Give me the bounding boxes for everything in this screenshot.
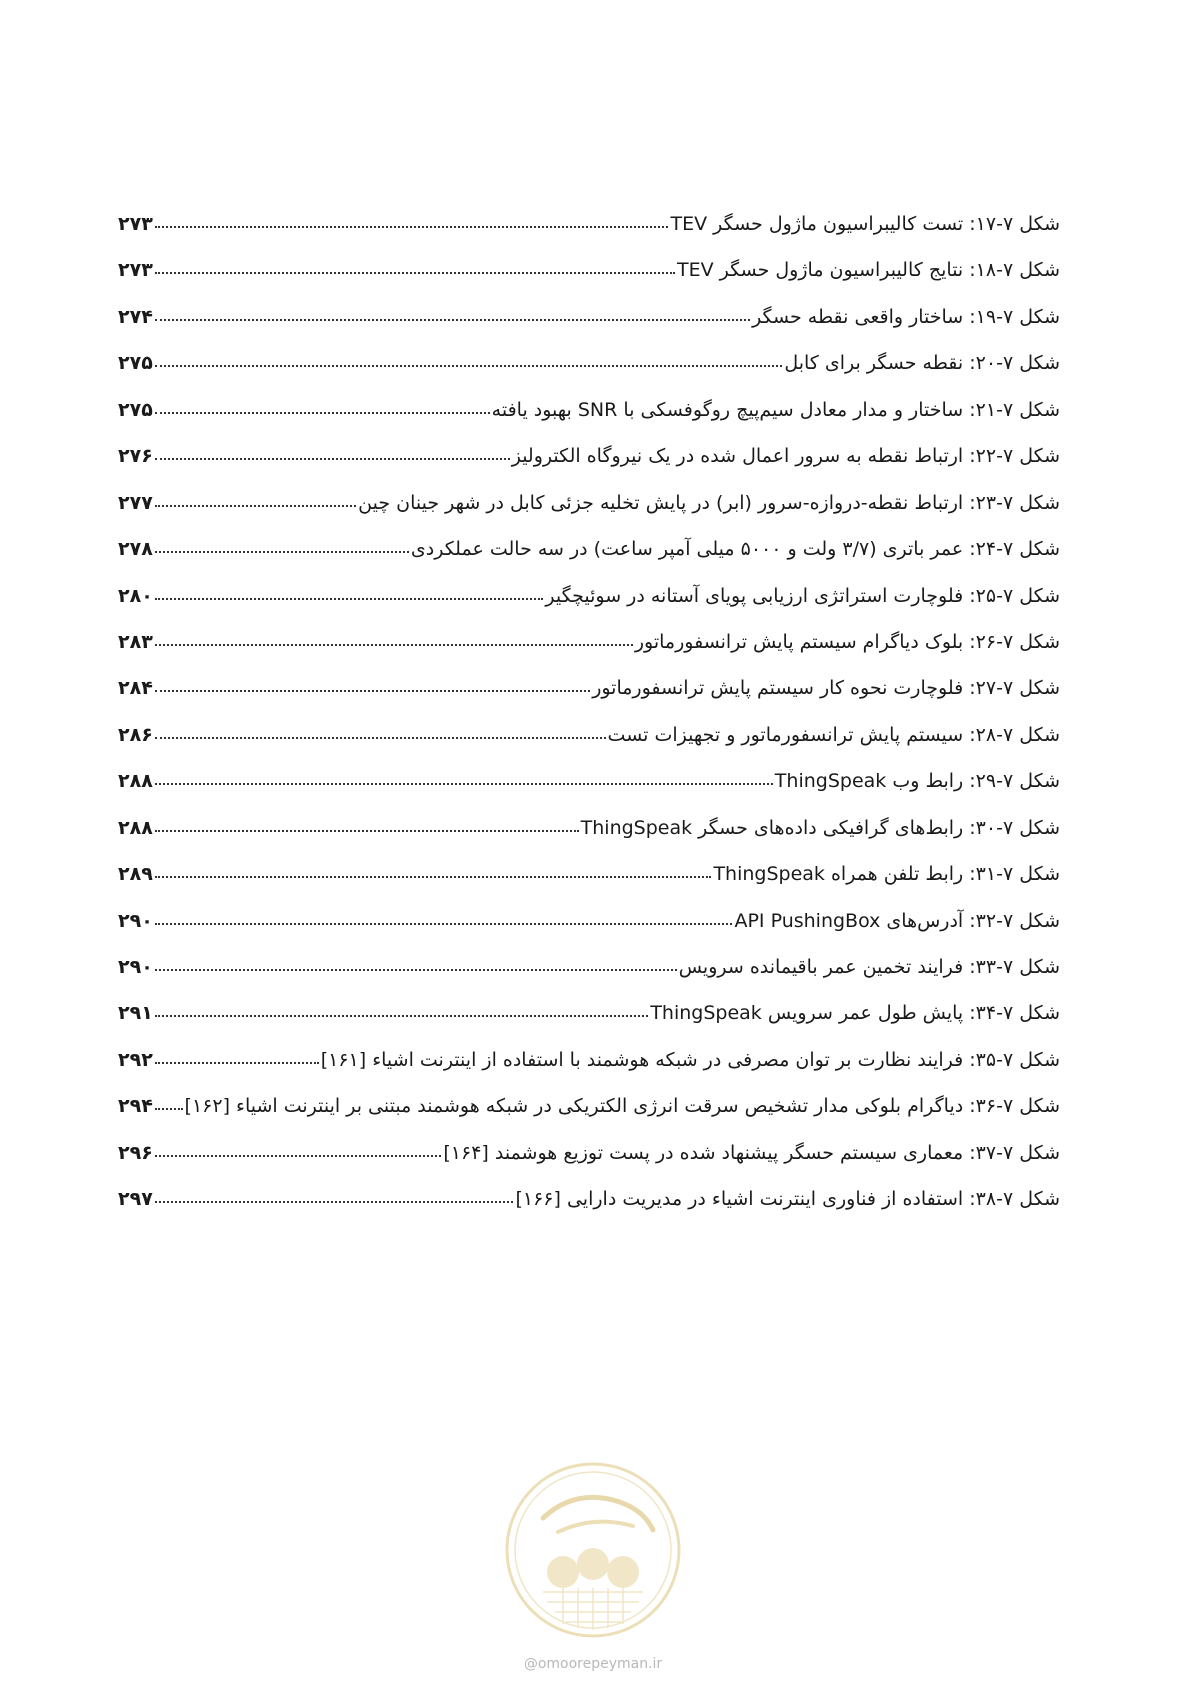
dot-leader [155, 491, 356, 507]
toc-entry-page-number: ۲۷۶ [118, 445, 153, 468]
toc-entry-label: شکل ۷-۲۴: عمر باتری (۳/۷ ولت و ۵۰۰۰ میلی آمپر ساعت) در سه حالت عملکردی [410, 538, 1060, 561]
toc-entry-page-number: ۲۹۷ [118, 1188, 153, 1211]
toc-entry-label: شکل ۷-۲۳: ارتباط نقطه-دروازه-سرور (ابر) در پایش تخلیه جزئی کابل در شهر جینان چین [358, 491, 1060, 514]
dot-leader [155, 630, 633, 646]
toc-entry-page-number: ۲۹۰ [118, 909, 153, 932]
dot-leader [155, 1187, 514, 1203]
toc-entry[interactable] [118, 258, 1060, 304]
toc-entry[interactable] [118, 1048, 1060, 1094]
toc-entry[interactable] [118, 723, 1060, 769]
toc-entry[interactable] [118, 1187, 1060, 1233]
toc-entry-page-number: ۲۹۴ [118, 1095, 153, 1118]
toc-entry-label: شکل ۷-۳۴: پایش طول عمر سرویس ThingSpeak [650, 1002, 1060, 1025]
toc-entry-page-number: ۲۷۴ [118, 305, 153, 328]
toc-entry[interactable] [118, 769, 1060, 815]
toc-entry-page-number: ۲۹۲ [118, 1048, 153, 1071]
toc-entry-label: شکل ۷-۲۱: ساختار و مدار معادل سیم‌پیچ روگوفسکی با SNR بهبود یافته [491, 398, 1060, 421]
toc-entry[interactable] [118, 305, 1060, 351]
toc-entry-label: شکل ۷-۲۸: سیستم پایش ترانسفورماتور و تجهیزات تست [607, 723, 1060, 746]
dot-leader [155, 258, 675, 274]
toc-entry-label: شکل ۷-۲۹: رابط وب ThingSpeak [774, 770, 1060, 793]
toc-entry-label: شکل ۷-۳۳: فرایند تخمین عمر باقیمانده سرویس [678, 956, 1060, 978]
dot-leader [155, 398, 490, 414]
toc-entry[interactable] [118, 909, 1060, 955]
dot-leader [155, 584, 544, 600]
toc-entry-page-number: ۲۷۵ [118, 352, 153, 375]
toc-entry-label: شکل ۷-۲۷: فلوچارت نحوه کار سیستم پایش ترانسفورماتور [592, 677, 1060, 700]
toc-entry-page-number: ۲۸۴ [118, 677, 153, 700]
toc-entry-page-number: ۲۹۰ [118, 956, 153, 978]
toc-entry-label: شکل ۷-۲۲: ارتباط نقطه به سرور اعمال شده در یک نیروگاه الکترولیز [511, 445, 1060, 468]
toc-entry-label: شکل ۷-۲۰: نقطه حسگر برای کابل [784, 352, 1060, 375]
toc-entry[interactable] [118, 1001, 1060, 1047]
toc-entry-page-number: ۲۸۶ [118, 723, 153, 746]
toc-entry-label: شکل ۷-۳۷: معماری سیستم حسگر پیشنهاد شده در پست توزیع هوشمند [۱۶۴] [443, 1141, 1060, 1164]
dot-leader [155, 1001, 649, 1017]
dot-leader [155, 1048, 319, 1064]
watermark-site-url: @omoorepeyman.ir [523, 1656, 663, 1672]
toc-entry[interactable] [118, 584, 1060, 630]
toc-entry[interactable] [118, 444, 1060, 490]
toc-entry[interactable] [118, 630, 1060, 676]
toc-entry-page-number: ۲۷۵ [118, 398, 153, 421]
toc-entry-page-number: ۲۸۹ [118, 863, 153, 886]
toc-entry-label: شکل ۷-۳۶: دیاگرام بلوکی مدار تشخیص سرقت انرژی الکتریکی در شبکه هوشمند مبتنی بر اینترنت اشیاء [۱۶۲] [184, 1095, 1060, 1118]
toc-entry-label: شکل ۷-۲۵: فلوچارت استراتژی ارزیابی پویای آستانه در سوئیچگیر [545, 584, 1060, 607]
dot-leader [155, 909, 733, 925]
toc-entry-page-number: ۲۷۷ [118, 491, 153, 514]
dot-leader [155, 444, 510, 460]
toc-entry[interactable] [118, 955, 1060, 1001]
toc-entry[interactable] [118, 1094, 1060, 1140]
toc-entry-page-number: ۲۹۱ [118, 1002, 153, 1025]
dot-leader [155, 1141, 442, 1157]
dot-leader [155, 723, 606, 739]
toc-entry-label: شکل ۷-۱۹: ساختار واقعی نقطه حسگر [752, 305, 1060, 328]
toc-entry-page-number: ۲۸۸ [118, 816, 153, 839]
toc-entry[interactable] [118, 398, 1060, 444]
toc-entry-label: شکل ۷-۱۸: نتایج کالیبراسیون ماژول حسگر TEV [677, 259, 1060, 282]
toc-entry-page-number: ۲۸۳ [118, 630, 153, 653]
toc-entry[interactable] [118, 212, 1060, 258]
toc-entry-label: شکل ۷-۳۵: فرایند نظارت بر توان مصرفی در شبکه هوشمند با استفاده از اینترنت اشیاء [۱۶۱] [320, 1048, 1060, 1071]
toc-entry-label: شکل ۷-۳۸: استفاده از فناوری اینترنت اشیاء در مدیریت دارایی [۱۶۶] [515, 1188, 1060, 1211]
dot-leader [155, 212, 669, 228]
toc-entry[interactable] [118, 676, 1060, 722]
toc-entry-page-number: ۲۸۰ [118, 584, 153, 607]
toc-entry[interactable] [118, 1141, 1060, 1187]
toc-entry-page-number: ۲۷۳ [118, 259, 153, 282]
dot-leader [155, 676, 590, 692]
toc-entry[interactable] [118, 816, 1060, 862]
watermark-seal-logo [503, 1460, 683, 1640]
dot-leader [155, 1094, 183, 1110]
dot-leader [155, 351, 783, 367]
toc-entry[interactable] [118, 491, 1060, 537]
toc-entry-label: شکل ۷-۲۶: بلوک دیاگرام سیستم پایش ترانسفورماتور [634, 630, 1060, 653]
toc-entry-page-number: ۲۷۸ [118, 538, 153, 561]
toc-entry-page-number: ۲۹۶ [118, 1141, 153, 1164]
dot-leader [155, 537, 409, 553]
table-of-figures [118, 212, 1060, 1234]
dot-leader [155, 769, 773, 785]
toc-entry-label: شکل ۷-۱۷: تست کالیبراسیون ماژول حسگر TEV [670, 213, 1060, 235]
dot-leader [155, 305, 750, 321]
toc-entry[interactable] [118, 862, 1060, 908]
toc-entry-page-number: ۲۸۸ [118, 770, 153, 793]
dot-leader [155, 955, 677, 971]
toc-entry-label: شکل ۷-۳۰: رابط‌های گرافیکی داده‌های حسگر ThingSpeak [580, 816, 1060, 839]
dot-leader [155, 862, 712, 878]
dot-leader [155, 816, 579, 832]
toc-entry[interactable] [118, 351, 1060, 397]
toc-entry-label: شکل ۷-۳۲: آدرس‌های API PushingBox [734, 909, 1060, 932]
toc-entry-label: شکل ۷-۳۱: رابط تلفن همراه ThingSpeak [713, 863, 1060, 886]
toc-entry[interactable] [118, 537, 1060, 583]
toc-entry-page-number: ۲۷۳ [118, 213, 153, 235]
